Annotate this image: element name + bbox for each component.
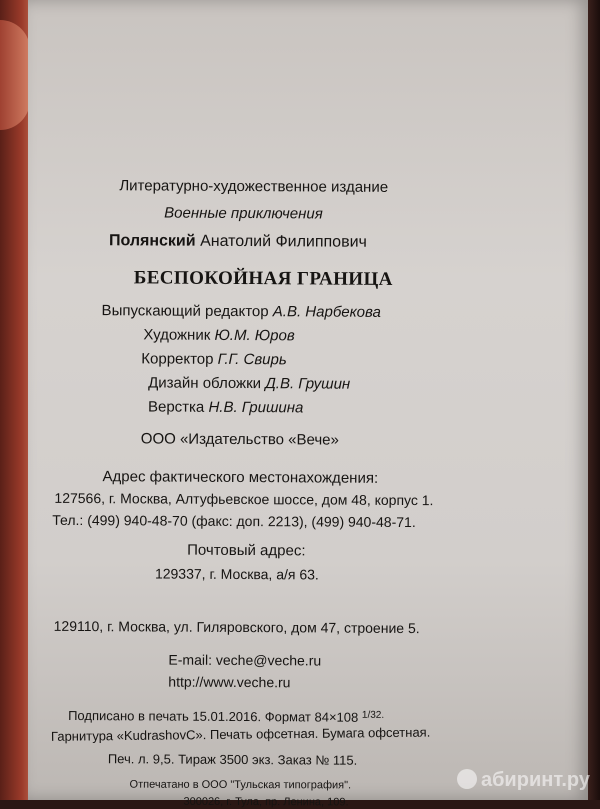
edition-type: Литературно-художественное издание <box>119 177 389 196</box>
watermark-text: абиринт.ру <box>480 769 590 791</box>
website: http://www.veche.ru <box>168 673 291 691</box>
typeface-line: Гарнитура «KudrashovC». Печать офсетная. Бумага офсетная. <box>50 724 431 744</box>
author-surname: Полянский <box>108 232 196 250</box>
book-title: БЕСПОКОЙНАЯ ГРАНИЦА <box>133 267 393 290</box>
author-name: Анатолий Филиппович <box>200 232 367 251</box>
credit-layout: Верстка Н.В. Гришина <box>147 398 304 417</box>
print-signed-line: Подписано в печать 15.01.2016. Формат 84×108 $^{1/32.}$ <box>68 707 385 725</box>
publisher-name: ООО «Издательство «Вече» <box>140 430 339 449</box>
watermark-logo-icon <box>457 769 477 789</box>
postal-address-label: Почтовый адрес: <box>187 541 306 560</box>
actual-address: 127566, г. Москва, Алтуфьевское шоссе, дом 48, корпус 1. <box>54 489 434 509</box>
watermark <box>457 769 590 792</box>
format-fraction: 1/32. <box>361 709 385 721</box>
printer-address: 300026, г. Тула, пр. Ленина, 109. <box>183 795 349 809</box>
phone-numbers: Тел.: (499) 940-48-70 (факс: доп. 2213), (499) 940-48-71. <box>52 511 416 531</box>
actual-address-label: Адрес фактического местонахождения: <box>102 468 379 487</box>
credit-cover-design: Дизайн обложки Д.В. Грушин <box>148 374 351 393</box>
legal-address: 129110, г. Москва, ул. Гиляровского, дом 47, строение 5. <box>53 617 420 637</box>
postal-address: 129337, г. Москва, а/я 63. <box>154 565 319 583</box>
credit-editor: Выпускающий редактор А.В. Нарбекова <box>101 302 381 321</box>
credit-artist: Художник Ю.М. Юров <box>143 326 295 345</box>
credit-proofreader: Корректор Г.Г. Свирь <box>141 350 287 369</box>
email: E-mail: veche@veche.ru <box>168 651 322 669</box>
series-name: Военные приключения <box>164 204 323 223</box>
printed-at: Отпечатано в ООО "Тульская типография". <box>129 778 352 792</box>
run-line: Печ. л. 9,5. Тираж 3500 экз. Заказ № 115. <box>107 751 358 768</box>
